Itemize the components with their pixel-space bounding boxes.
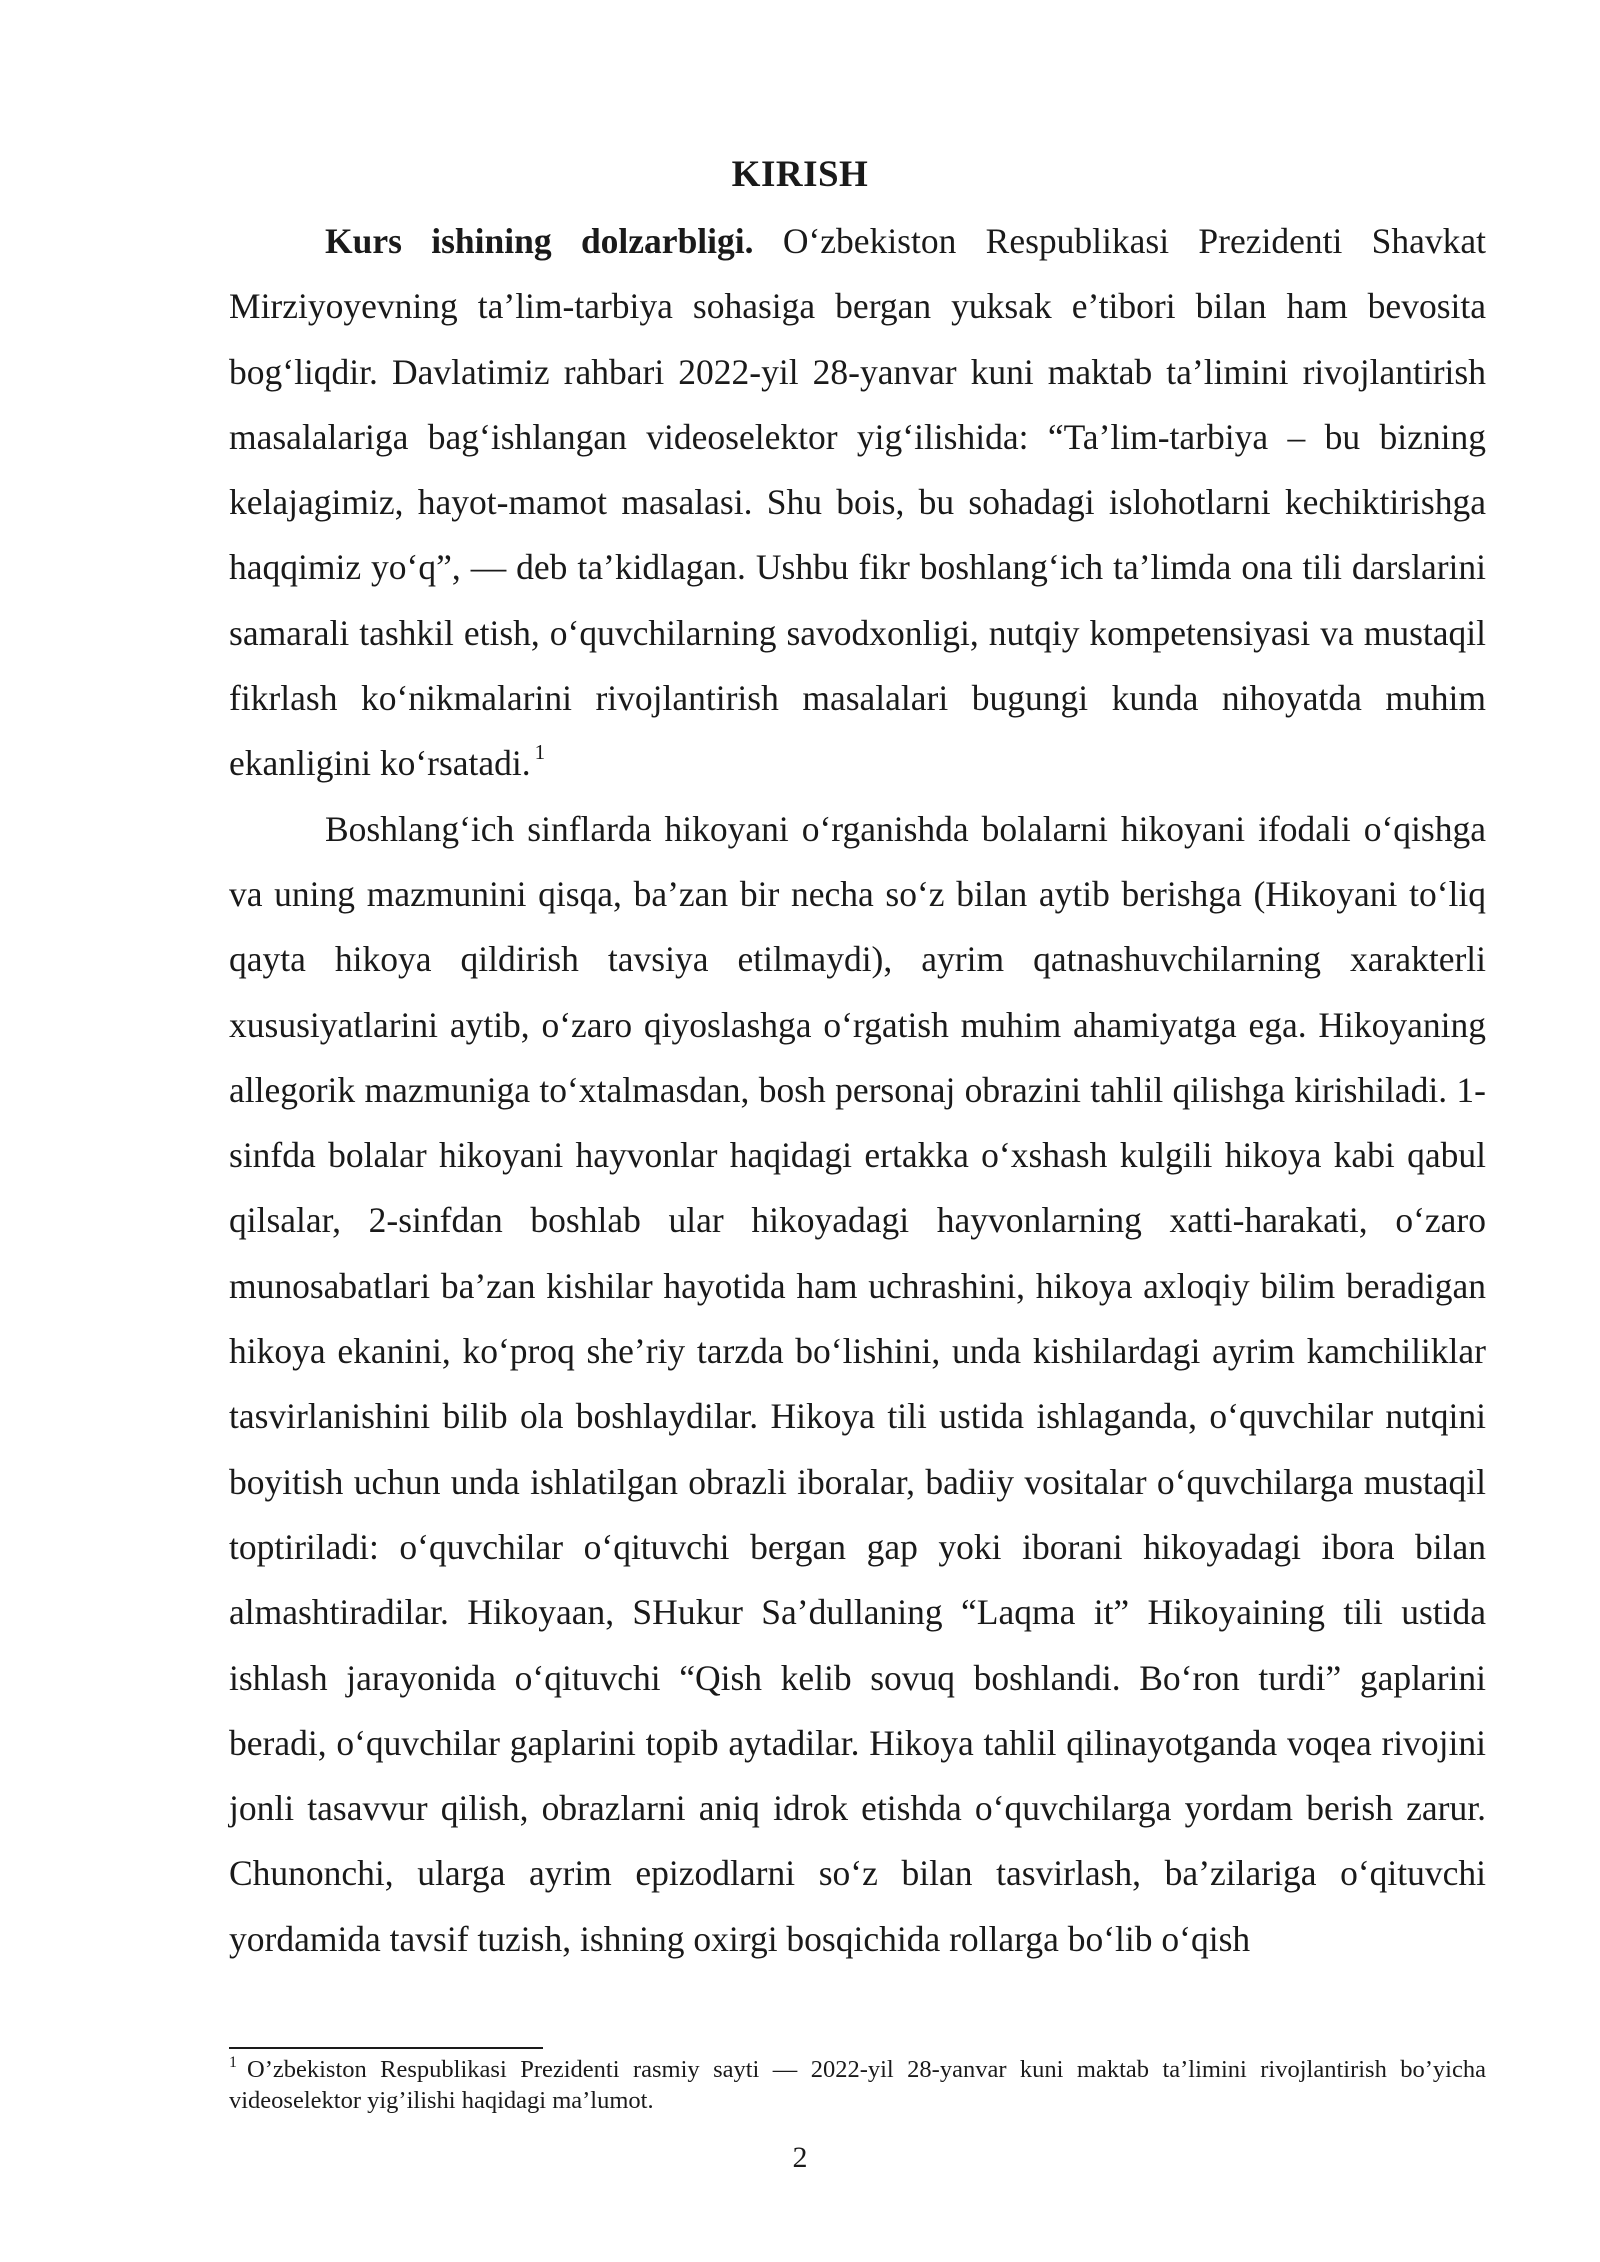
footnote-mark: 1 (229, 2054, 237, 2071)
paragraph-1 (229, 209, 1486, 797)
page-title: KIRISH (731, 154, 869, 195)
footnote (229, 2054, 1486, 2116)
footnote-text: O’zbekiston Respublikasi Prezidenti rasmiy sayti — 2022-yil 28-yanvar kuni maktab ta’limini rivojlantirish bo’yicha videoselektor yig’ilishi haqidagi ma’lumot. (229, 2056, 1486, 2114)
paragraph-1-lead: Kurs ishining dolzarbligi. (325, 221, 754, 261)
page-number: 2 (792, 2141, 808, 2174)
paragraph-1-text: O‘zbekiston Respublikasi Prezidenti Shavkat Mirziyoyevning ta’lim-tarbiya sohasiga bergan yuksak e’tibori bilan ham bevosita bog‘liqdir. Davlatimiz rahbari 2022-yil 28-yanvar kuni maktab ta’limini rivojlantirish masalalariga bag‘ishlangan videoselektor yig‘ilishida: “Ta’lim-tarbiya – bu bizning kelajagimiz, hayot-mamot masalasi. Shu bois, bu sohadagi islohotlarni kechiktirishga haqqimiz yo‘q”, — deb ta’kidlagan. Ushbu fikr boshlang‘ich ta’limda ona tili darslarini samarali tashkil etish, o‘quvchilarning savodxonligi, nutqiy kompetensiyasi va mustaqil fikrlash ko‘nikmalarini rivojlantirish masalalari bugungi kunda nihoyatda muhim ekanligini ko‘rsatadi. (229, 221, 1487, 784)
footnote-reference[interactable]: 1 (534, 740, 546, 765)
paragraph-2: Boshlang‘ich sinflarda hikoyani o‘rganishda bolalarni hikoyani ifodali o‘qishga va uning mazmunini qisqa, ba’zan bir necha so‘z bilan aytib berishga (Hikoyani to‘liq qayta hikoya qildirish tavsiya etilmaydi), ayrim qatnashuvchilarning xarakterli xususiyatlarini aytib, o‘zaro qiyoslashga o‘rgatish muhim ahamiyatga ega. Hikoyaning allegorik mazmuniga to‘xtalmasdan, bosh personaj obrazini tahlil qilishga kirishiladi. 1-sinfda bolalar hikoyani hayvonlar haqidagi ertakka o‘xshash kulgili hikoya kabi qabul qilsalar, 2-sinfdan boshlab ular hikoyadagi hayvonlarning xatti-harakati, o‘zaro munosabatlari ba’zan kishilar hayotida ham uchrashini, hikoya axloqiy bilim beradigan hikoya ekanini, ko‘proq she’riy tarzda bo‘lishini, unda kishilardagi ayrim kamchiliklar tasvirlanishini bilib ola boshlaydilar. Hikoya tili ustida ishlaganda, o‘quvchilar nutqini boyitish uchun unda ishlatilgan obrazli iboralar, badiiy vositalar o‘quvchilarga mustaqil toptiriladi: o‘quvchilar o‘qituvchi bergan gap yoki iborani hikoyadagi ibora bilan almashtiradilar. Hikoyaan, SHukur Sa’dullaning “Laqma it” Hikoyaining tili ustida ishlash jarayonida o‘qituvchi “Qish kelib sovuq boshlandi. Bo‘ron turdi” gaplarini beradi, o‘quvchilar gaplarini topib aytadilar. Hikoya tahlil qilinayotganda voqea rivojini jonli tasavvur qilish, obrazlarni aniq idrok etishda o‘quvchilarga yordam berish zarur. Chunonchi, ularga ayrim epizodlarni so‘z bilan tasvirlash, ba’zilariga o‘qituvchi yordamida tavsif tuzish, ishning oxirgi bosqichida rollarga bo‘lib o‘qish (229, 808, 1486, 1959)
footnote-separator (229, 2047, 543, 2049)
body-text (229, 209, 1486, 1972)
